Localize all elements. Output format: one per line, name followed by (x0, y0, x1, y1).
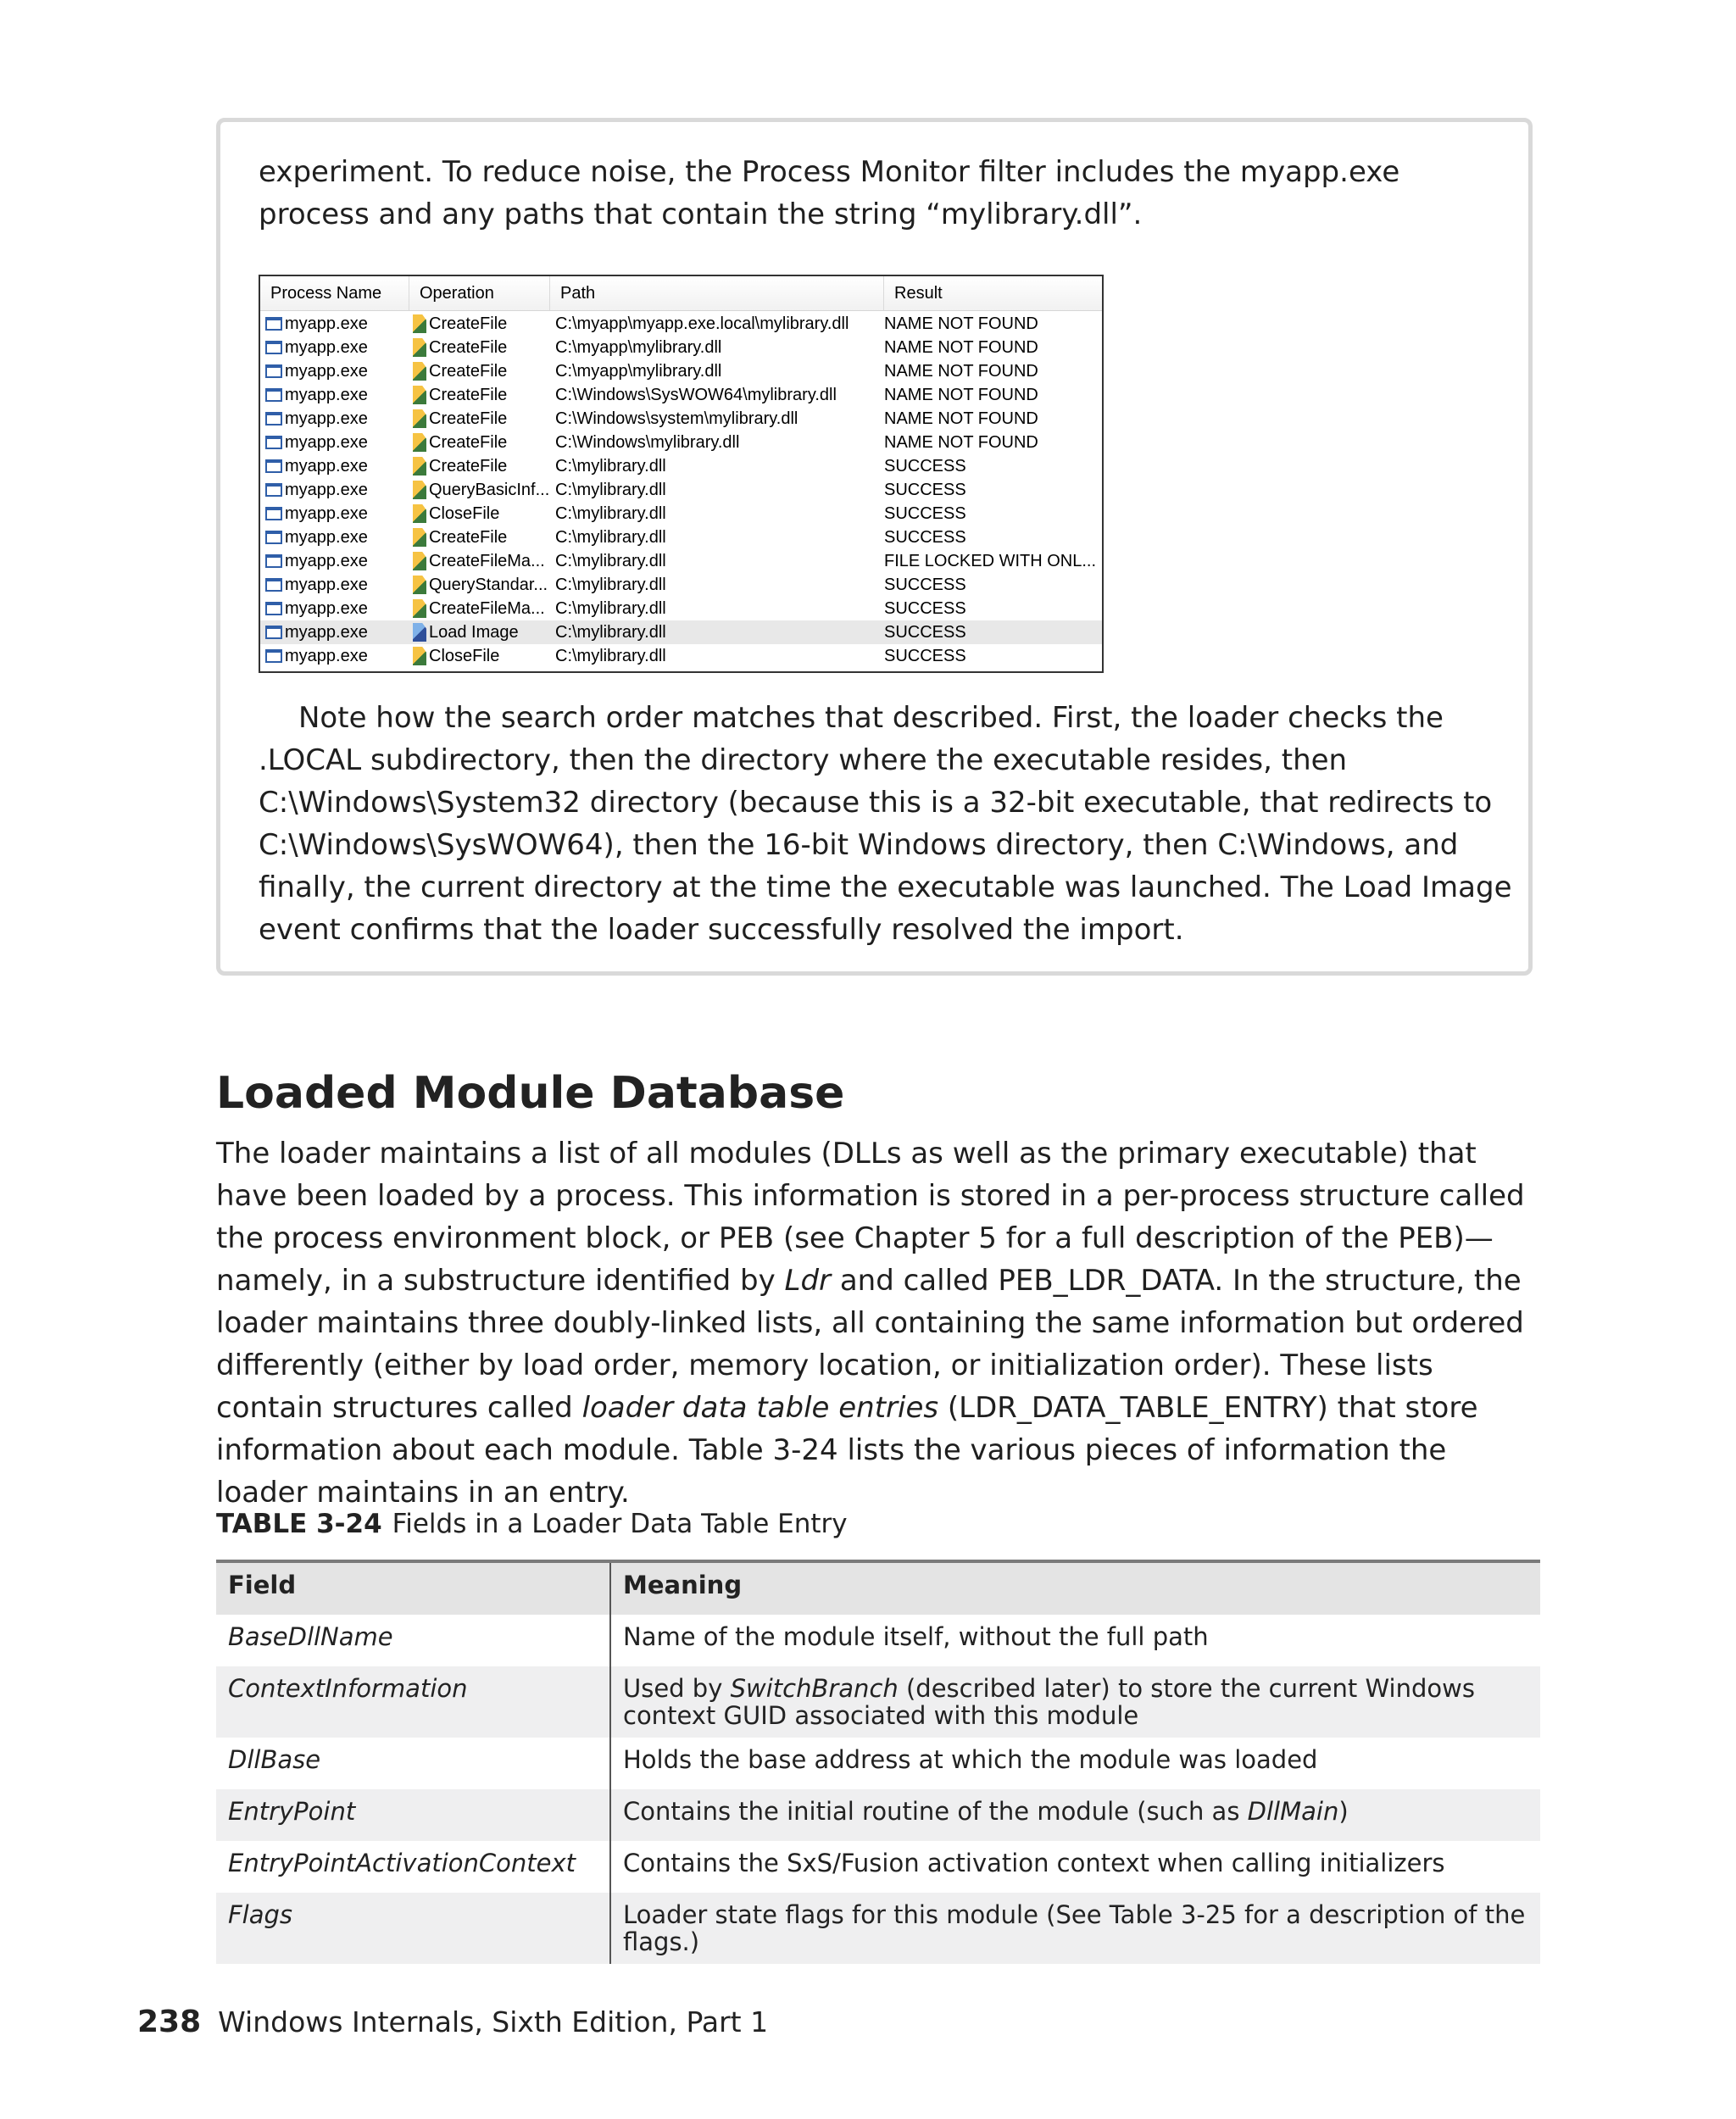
file-operation-icon (413, 528, 426, 547)
process-icon (265, 649, 282, 663)
operation: CreateFile (429, 457, 508, 476)
file-operation-icon (413, 338, 426, 357)
process-name: myapp.exe (285, 457, 368, 476)
procmon-row (260, 526, 1102, 549)
para-text-1: The loader maintains a list of all modules (DLLs as well as the primary executable) that have been loaded by a process. This information is stored in a per-process structure called the process environment block, or PEB (see Chapter 5 for a full description of the PEB)—namely, in a substructure identified by (216, 1137, 1525, 1298)
result: SUCCESS (884, 481, 966, 499)
file-operation-icon (413, 576, 426, 594)
meaning-part: (described later) to store the current Windows context GUID associated with this module (623, 1674, 1475, 1730)
result: NAME NOT FOUND (884, 386, 1038, 404)
path: C:\mylibrary.dll (555, 504, 666, 523)
result: FILE LOCKED WITH ONL... (884, 552, 1096, 570)
table-row (216, 1893, 1540, 1964)
path: C:\mylibrary.dll (555, 552, 666, 570)
procmon-row (260, 407, 1102, 431)
process-name: myapp.exe (285, 599, 368, 618)
process-name: myapp.exe (285, 338, 368, 357)
field-name: DllBase (216, 1738, 610, 1789)
procmon-row (260, 597, 1102, 620)
meaning-italic: DllMain (1247, 1797, 1339, 1826)
para-text-2: and called PEB_LDR_DATA. In the structure, the loader maintains three doubly-linked lists, all containing the same information but ordered differently (either by load order, memory location, or initialization order). These lists contain structures called (216, 1264, 1524, 1425)
path: C:\mylibrary.dll (555, 599, 666, 618)
book-title: Windows Internals, Sixth Edition, Part 1 (218, 2005, 769, 2038)
process-name: myapp.exe (285, 314, 368, 333)
process-icon (265, 412, 282, 425)
table-row (216, 1666, 1540, 1738)
process-name: myapp.exe (285, 362, 368, 381)
field-meaning (610, 1666, 1540, 1738)
field-meaning: Holds the base address at which the module was loaded (623, 1745, 1318, 1774)
field-name: ContextInformation (216, 1666, 610, 1738)
operation: CloseFile (429, 504, 500, 523)
process-name: myapp.exe (285, 386, 368, 404)
path: C:\Windows\SysWOW64\mylibrary.dll (555, 386, 837, 404)
page-footer (137, 2005, 768, 2039)
file-operation-icon (413, 362, 426, 381)
meaning-italic: SwitchBranch (730, 1674, 899, 1703)
process-monitor-screenshot (259, 275, 1104, 673)
field-name: Flags (216, 1893, 610, 1964)
field-meaning: Loader state flags for this module (See Table 3-25 for a description of the flags.) (610, 1893, 1540, 1964)
procmon-row (260, 359, 1102, 383)
file-operation-icon (413, 481, 426, 499)
process-icon (265, 626, 282, 639)
table-row (216, 1738, 1540, 1789)
file-operation-icon (413, 504, 426, 523)
result: SUCCESS (884, 576, 966, 594)
table-row (216, 1841, 1540, 1893)
operation: CreateFile (429, 314, 508, 333)
process-icon (265, 317, 282, 331)
operation: CreateFile (429, 338, 508, 357)
field-name: EntryPoint (216, 1789, 610, 1841)
process-name: myapp.exe (285, 647, 368, 665)
path: C:\Windows\system\mylibrary.dll (555, 409, 798, 428)
file-operation-icon (413, 386, 426, 404)
load-image-icon (413, 623, 426, 642)
operation: CloseFile (429, 647, 500, 665)
result: NAME NOT FOUND (884, 409, 1038, 428)
section-title: Loaded Module Database (216, 1068, 845, 1119)
process-icon (265, 483, 282, 497)
operation: QueryBasicInf... (429, 481, 550, 499)
file-operation-icon (413, 552, 426, 570)
file-operation-icon (413, 314, 426, 333)
field-meaning: Contains the SxS/Fusion activation context when calling initializers (623, 1849, 1445, 1877)
process-icon (265, 602, 282, 615)
procmon-row (260, 573, 1102, 597)
experiment-intro (259, 151, 1513, 236)
experiment-sidebar (216, 118, 1533, 976)
process-icon (265, 459, 282, 473)
procmon-row (260, 549, 1102, 573)
table-caption (216, 1509, 848, 1539)
path: C:\myapp\mylibrary.dll (555, 338, 722, 357)
col-path: Path (550, 276, 884, 310)
file-operation-icon (413, 433, 426, 452)
field-meaning (610, 1789, 1540, 1841)
operation: Load Image (429, 623, 519, 642)
col-process-name: Process Name (260, 276, 409, 310)
note-text: Note how the search order matches that described. First, the loader checks the .LOCAL subdirectory, then the directory where the executable resides, then C:\Windows\System32 directory (because this is a 32-bit executable, that redirects to C:\Windows\SysWOW64), then the 16-bit Windows directory, then C:\Windows, and finally, the current directory at the time the executable was launched. The Load Image event confirms that the loader successfully resolved the import. (259, 701, 1512, 947)
file-operation-icon (413, 647, 426, 665)
result: NAME NOT FOUND (884, 433, 1038, 452)
intro-text: experiment. To reduce noise, the Process Monitor filter includes the myapp.exe process and any paths that contain the string “mylibrary.dll”. (259, 155, 1400, 231)
procmon-row (260, 454, 1102, 478)
path: C:\Windows\mylibrary.dll (555, 433, 740, 452)
procmon-row (260, 312, 1102, 336)
result: SUCCESS (884, 599, 966, 618)
table-header-row (216, 1561, 1540, 1615)
path: C:\mylibrary.dll (555, 457, 666, 476)
file-operation-icon (413, 409, 426, 428)
operation: CreateFileMa... (429, 599, 545, 618)
process-name: myapp.exe (285, 576, 368, 594)
file-operation-icon (413, 457, 426, 476)
process-icon (265, 578, 282, 592)
procmon-row (260, 336, 1102, 359)
field-name: BaseDllName (216, 1615, 610, 1666)
process-icon (265, 341, 282, 354)
path: C:\myapp\mylibrary.dll (555, 362, 722, 381)
process-icon (265, 388, 282, 402)
process-name: myapp.exe (285, 623, 368, 642)
para-italic-ldr: Ldr (784, 1264, 832, 1298)
field-meaning: Name of the module itself, without the full path (623, 1622, 1209, 1651)
result: SUCCESS (884, 457, 966, 476)
process-name: myapp.exe (285, 433, 368, 452)
procmon-row (260, 431, 1102, 454)
result: SUCCESS (884, 647, 966, 665)
table-row (216, 1789, 1540, 1841)
path: C:\mylibrary.dll (555, 576, 666, 594)
operation: QueryStandar... (429, 576, 548, 594)
procmon-row (260, 383, 1102, 407)
procmon-header (260, 276, 1102, 311)
process-icon (265, 531, 282, 544)
col-operation: Operation (409, 276, 550, 310)
para-italic-term: loader data table entries (581, 1391, 939, 1425)
path: C:\myapp\myapp.exe.local\mylibrary.dll (555, 314, 849, 333)
result: SUCCESS (884, 528, 966, 547)
process-name: myapp.exe (285, 409, 368, 428)
procmon-row-selected (260, 620, 1102, 644)
meaning-part: Used by (623, 1674, 731, 1703)
process-icon (265, 554, 282, 568)
path: C:\mylibrary.dll (555, 528, 666, 547)
path: C:\mylibrary.dll (555, 623, 666, 642)
operation: CreateFile (429, 433, 508, 452)
procmon-row (260, 644, 1102, 668)
page-number: 238 (137, 2005, 202, 2039)
field-name: EntryPointActivationContext (216, 1841, 610, 1893)
operation: CreateFile (429, 528, 508, 547)
file-operation-icon (413, 599, 426, 618)
header-field: Field (216, 1561, 610, 1615)
table-row (216, 1615, 1540, 1666)
process-name: myapp.exe (285, 504, 368, 523)
operation: CreateFile (429, 362, 508, 381)
table-title: Fields in a Loader Data Table Entry (392, 1509, 848, 1539)
procmon-row (260, 502, 1102, 526)
process-name: myapp.exe (285, 552, 368, 570)
path: C:\mylibrary.dll (555, 481, 666, 499)
result: SUCCESS (884, 623, 966, 642)
result: NAME NOT FOUND (884, 362, 1038, 381)
path: C:\mylibrary.dll (555, 647, 666, 665)
col-result: Result (894, 284, 943, 303)
process-name: myapp.exe (285, 481, 368, 499)
procmon-row (260, 478, 1102, 502)
operation: CreateFileMa... (429, 552, 545, 570)
process-name: myapp.exe (285, 528, 368, 547)
result: SUCCESS (884, 504, 966, 523)
operation: CreateFile (429, 386, 508, 404)
header-meaning: Meaning (610, 1561, 1540, 1615)
experiment-note (259, 697, 1513, 951)
process-icon (265, 507, 282, 520)
table-number: TABLE 3-24 (216, 1509, 382, 1539)
result: NAME NOT FOUND (884, 314, 1038, 333)
result: NAME NOT FOUND (884, 338, 1038, 357)
process-icon (265, 364, 282, 378)
body-paragraph (216, 1132, 1538, 1514)
process-icon (265, 436, 282, 449)
operation: CreateFile (429, 409, 508, 428)
meaning-part: Contains the initial routine of the module (such as (623, 1797, 1248, 1826)
meaning-part: ) (1338, 1797, 1349, 1826)
para-text-3: (LDR_DATA_TABLE_ENTRY) that store information about each module. Table 3-24 lists the various pieces of information the loader maintains in an entry. (216, 1391, 1478, 1510)
fields-table (216, 1560, 1540, 1964)
